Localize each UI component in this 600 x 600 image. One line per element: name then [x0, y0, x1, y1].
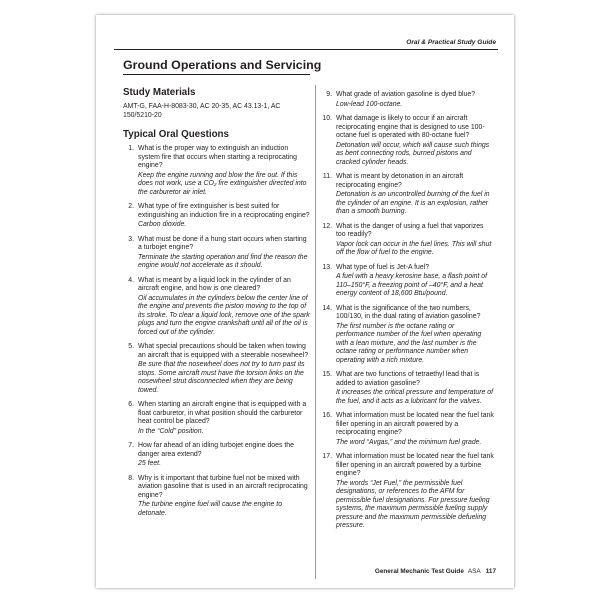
answer-text: Keep the engine running and blow the fire out. If this does not work, use a CO₂ fire extinguisher directed into the carburetor air inlet. — [138, 171, 307, 196]
column-divider — [315, 85, 316, 579]
footer-publisher: ASA — [467, 568, 481, 575]
question-number: 2. — [128, 203, 134, 210]
question-text: What information must be located near the fuel tank filler opening in an aircraft powered by a reciprocating engine? — [336, 412, 494, 436]
footer-book-title: General Mechanic Test Guide — [374, 568, 464, 575]
answer-text: A fuel with a heavy kerosine base, a flash point of 110–150°F, a freezing point of –40°F, and a heat energy content of 18,600 Btu/pound. — [336, 273, 488, 297]
question-text: What type of fuel is Jet-A fuel? — [336, 263, 430, 271]
question-number: 16. — [322, 412, 332, 419]
right-column — [321, 91, 494, 537]
question-item — [321, 115, 494, 167]
question-item — [321, 173, 494, 217]
question-item — [321, 412, 494, 447]
question-text: Why is it important that turbine fuel not be mixed with aviation gasoline that is used in an aircraft reciprocating engine? — [138, 474, 308, 499]
question-text: What type of fire extinguisher is best suited for extinguishing an induction fire in a reciprocating engine? — [138, 203, 310, 219]
question-item — [123, 401, 310, 436]
question-text: What is the significance of the two numbers, 100/130, in the dual rating of aviation gasoline? — [336, 304, 481, 320]
answer-text: Terminate the starting operation and find the reason the engine would not accelerate as it should. — [138, 253, 308, 269]
question-item — [321, 453, 494, 531]
question-item — [123, 442, 310, 469]
header-rule — [114, 49, 498, 50]
question-number: 11. — [322, 173, 332, 180]
running-header: Oral & Practical Study Guide — [406, 39, 496, 46]
study-materials-heading: Study Materials — [123, 87, 196, 98]
question-number: 17. — [322, 453, 332, 460]
question-text: What are two functions of tetraethyl lead that is added to aviation gasoline? — [336, 371, 480, 387]
question-text: What is meant by a liquid lock in the cylinder of an aircraft engine, and how is one cleared? — [138, 276, 291, 292]
question-item — [123, 145, 310, 197]
question-number: 14. — [322, 304, 332, 312]
question-item — [321, 305, 494, 366]
question-text: What must be done if a hung start occurs when starting a turbojet engine? — [138, 235, 307, 251]
answer-text: Carbon dioxide. — [138, 221, 187, 228]
question-number: 3. — [128, 235, 134, 243]
question-item — [321, 223, 494, 258]
question-item — [123, 343, 310, 395]
oral-questions-heading: Typical Oral Questions — [123, 129, 229, 140]
answer-text: The first number is the octane rating or performance number of the fuel when operating with a lean mixture, and the last number is the octane rating or performance number when operating with a rich mixture. — [336, 322, 482, 364]
question-number: 12. — [322, 222, 332, 230]
question-item — [321, 91, 494, 109]
question-number: 5. — [128, 343, 134, 350]
answer-text: Low-lead 100-octane. — [336, 100, 403, 108]
question-text: How far ahead of an idling turbojet engine does the danger area extend? — [138, 442, 294, 458]
answer-text: Vapor lock can occur in the fuel lines. This will shut off the flow of fuel to the engine. — [336, 240, 492, 256]
question-text: What is the proper way to extinguish an induction system fire that occurs when starting a reciprocating engine? — [138, 145, 297, 169]
question-text: What is meant by detonation in an aircraft reciprocating engine? — [336, 173, 464, 189]
section-title-rule — [123, 74, 310, 75]
answer-text: The word “Avgas,” and the minimum fuel grade. — [336, 438, 482, 446]
question-number: 7. — [128, 442, 134, 449]
answer-text: The words “Jet Fuel,” the permissible fuel designations, or references to the AFM for permissible fuel designations. For pressure fueling systems, the maximum permissible fueling supply pressure and the maximum permissible defueling pressure. — [336, 479, 490, 529]
book-page — [96, 15, 514, 588]
question-text: What information must be located near the fuel tank filler opening in an aircraft powered by a turbine engine? — [336, 453, 494, 477]
question-item — [321, 371, 494, 406]
question-text: What grade of aviation gasoline is dyed blue? — [336, 91, 476, 98]
question-number: 9. — [326, 91, 332, 98]
study-materials-text: AMT-G, FAA-H-8083-30, AC 20-35, AC 43.13-1, AC 150/5210-20 — [123, 103, 281, 119]
left-column — [123, 87, 310, 524]
question-number: 8. — [128, 474, 134, 482]
question-item — [123, 277, 310, 338]
question-number: 6. — [128, 401, 134, 408]
answer-text: Detonation will occur, which will cause such things as bent connecting rods, burned pistons and cracked cylinder heads. — [336, 141, 490, 166]
question-item — [123, 475, 310, 519]
question-text: What damage is likely to occur if an aircraft reciprocating engine that is designed to use 100-octane fuel is operated with 80-octane fuel? — [336, 115, 485, 139]
answer-text: Oil accumulates in the cylinders below the center line of the engine and prevents the piston moving to the top of its stroke. To clear a liquid lock, remove one of the spark plugs and turn the engine crankshaft until all of the oil is forced out of the cylinder. — [138, 294, 310, 336]
question-number: 1. — [128, 145, 134, 152]
answer-text: Detonation is an uncontrolled burning of the fuel in the cylinder of an engine. It is an explosion, rather than a smooth burning. — [336, 191, 490, 215]
answer-text: In the “Cold” position. — [138, 427, 204, 435]
page-footer — [375, 568, 496, 575]
question-number: 13. — [322, 263, 332, 271]
section-title: Ground Operations and Servicing — [123, 58, 322, 72]
page-number: 117 — [485, 568, 496, 575]
question-text: When starting an aircraft engine that is equipped with a float carburetor, in what position should the carburetor heat control be placed? — [138, 401, 307, 425]
question-text: What is the danger of using a fuel that vaporizes too readily? — [336, 222, 484, 238]
question-item — [123, 203, 310, 230]
question-text: What special precautions should be taken when towing an aircraft that is equipped with a steerable nosewheel? — [138, 343, 309, 359]
question-number: 4. — [128, 276, 134, 284]
answer-text: The turbine engine fuel will cause the engine to detonate. — [138, 501, 283, 517]
answer-text: Be sure that the nosewheel does not try to turn past its stops. Some aircraft must have the torsion links on the nosewheel strut disconnected when they are being towed. — [138, 361, 305, 394]
question-number: 15. — [322, 371, 332, 378]
question-item — [123, 236, 310, 271]
answer-text: 25 feet. — [138, 460, 161, 467]
answer-text: It increases the critical pressure and temperature of the fuel, and it acts as a lubricant for the valves. — [336, 389, 494, 405]
question-number: 10. — [322, 115, 332, 122]
question-item — [321, 264, 494, 299]
